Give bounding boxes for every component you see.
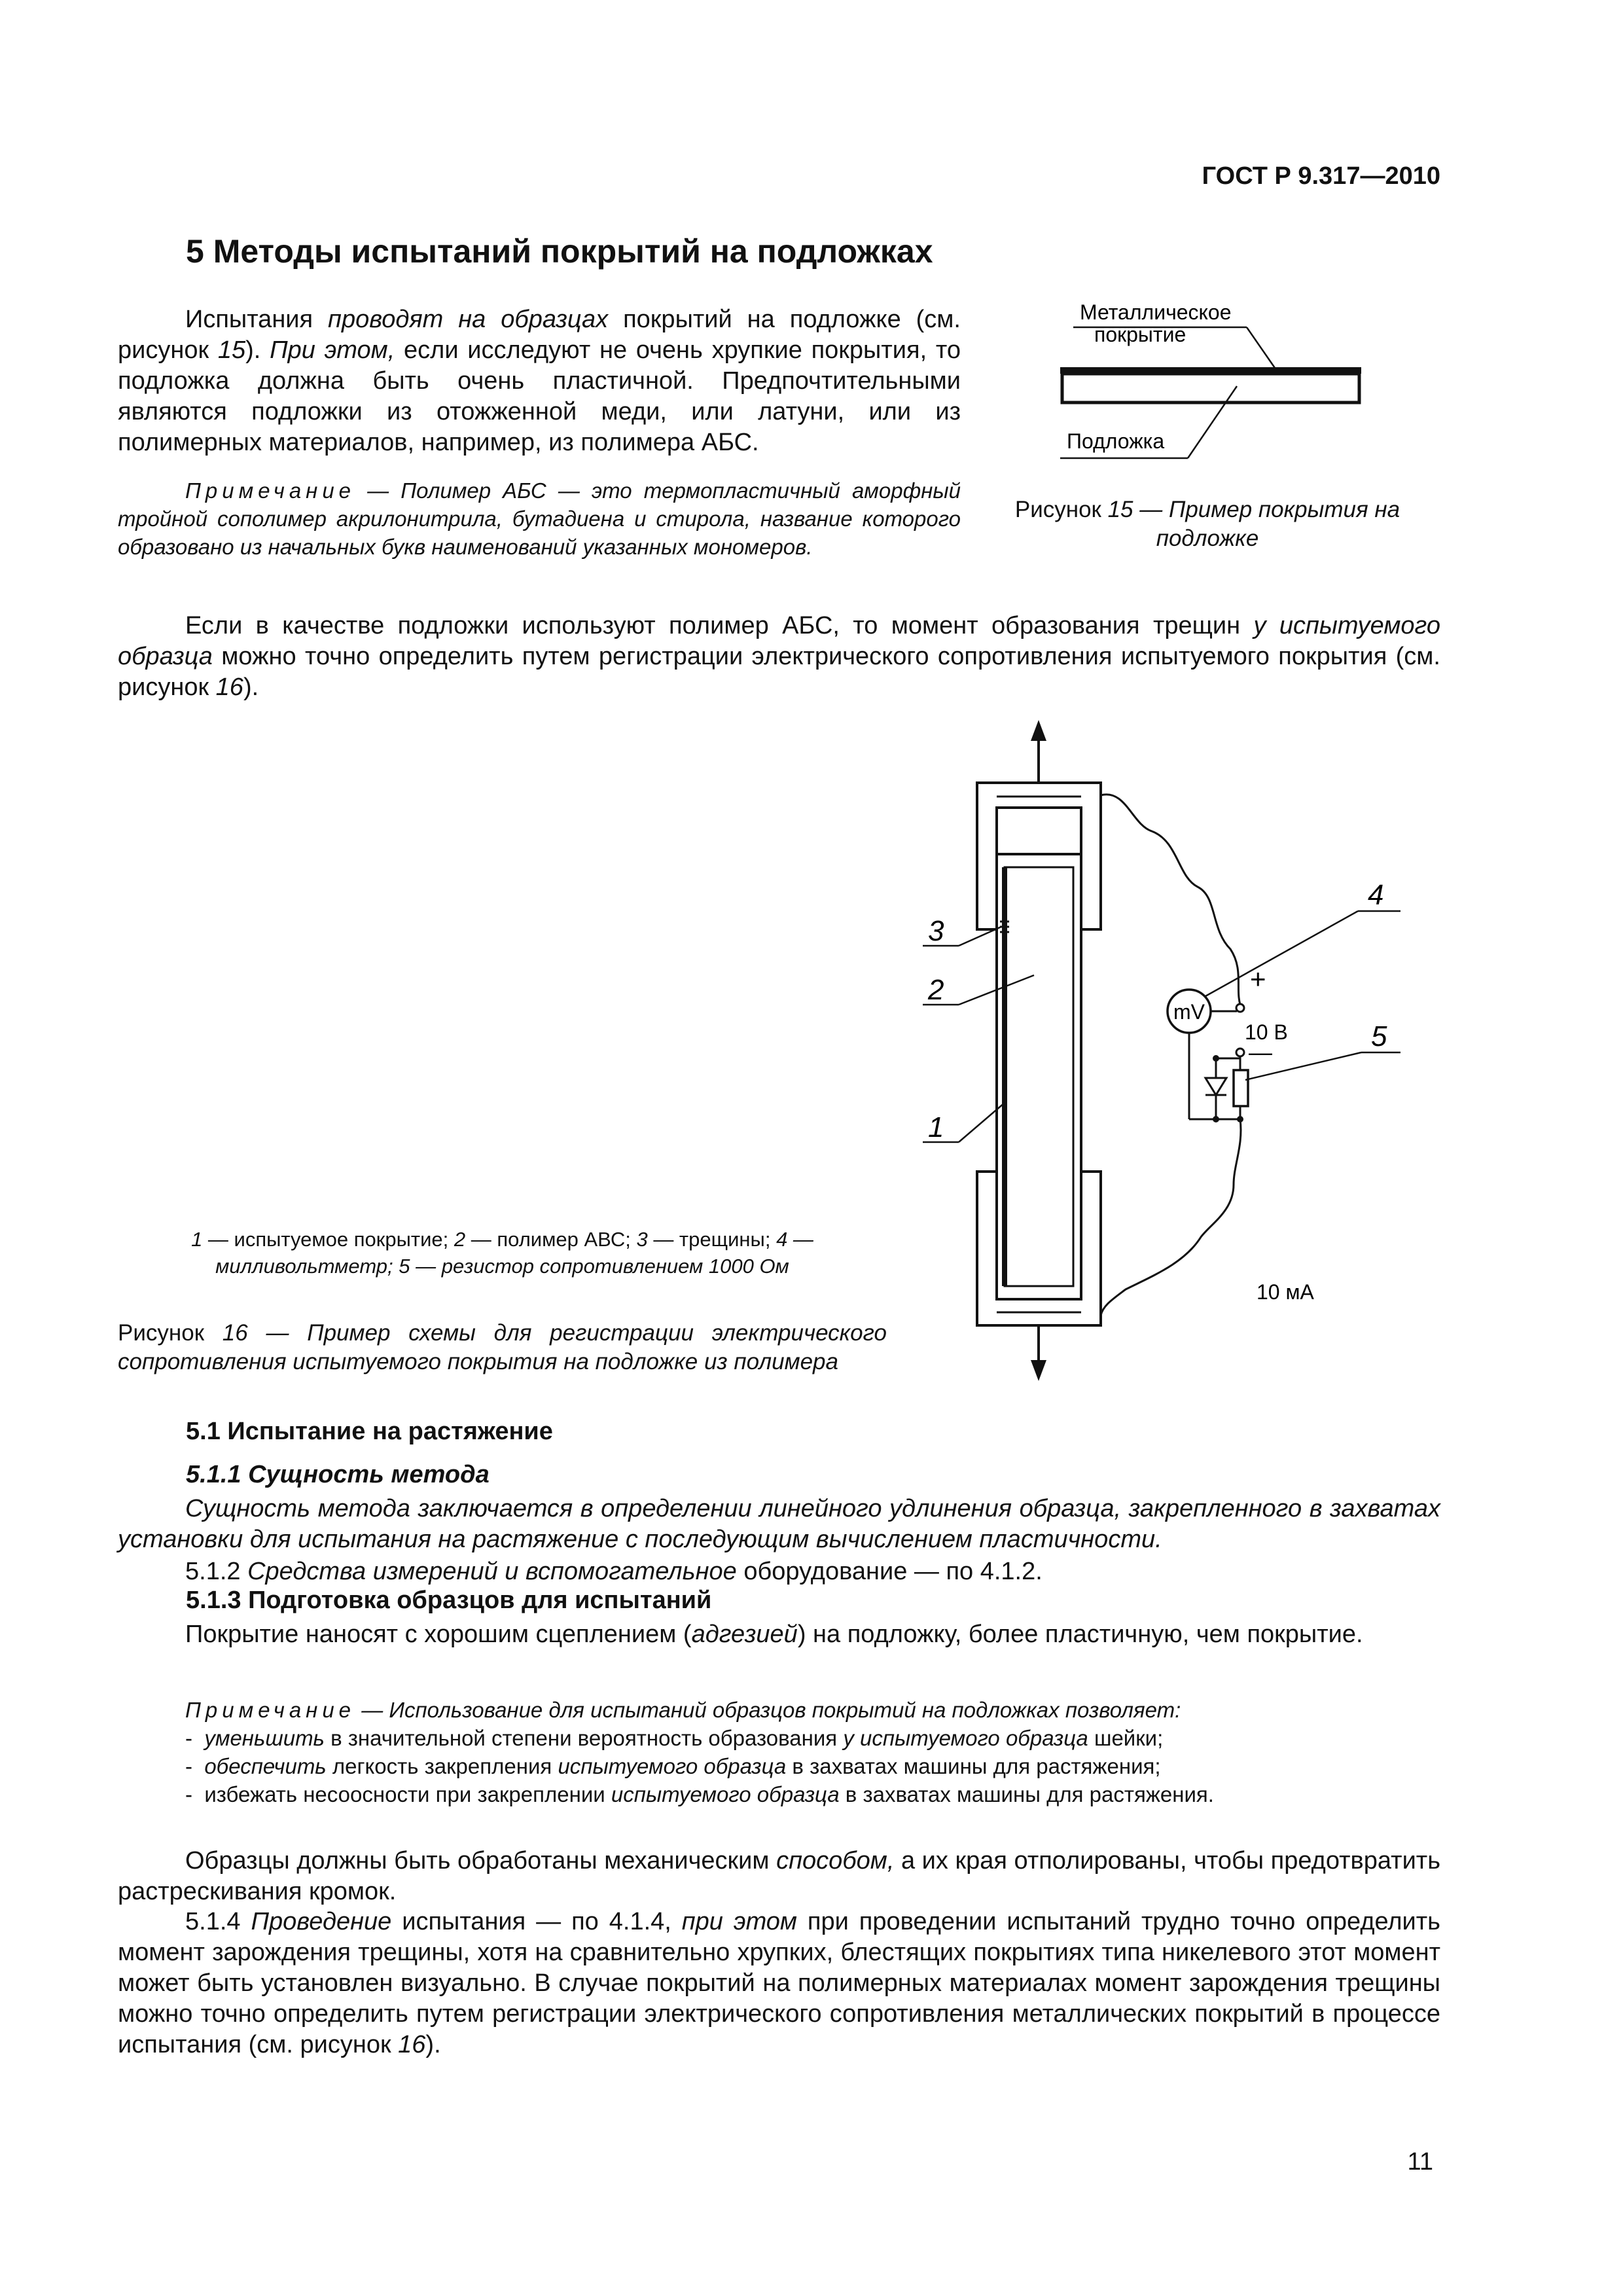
- figure-15-substrate: [1062, 374, 1359, 403]
- section-5-1-3-title: 5.1.3 Подготовка образцов для испытаний: [186, 1587, 712, 1614]
- figure-16-terminal-minus: [1236, 1049, 1244, 1056]
- figure-16-current-label: 10 мА: [1257, 1280, 1314, 1304]
- document-standard-number: ГОСТ Р 9.317—2010: [1202, 162, 1440, 190]
- figure-15-diagram: [1047, 298, 1374, 475]
- figure-16-terminal-plus: [1236, 1004, 1244, 1012]
- figure-16-diode-icon: [1205, 1078, 1226, 1095]
- figure-16-wire-top: [1101, 795, 1240, 1005]
- figure-16-callout-3: 3: [928, 915, 944, 947]
- figure-16-callout-4: 4: [1368, 879, 1384, 911]
- figure-16-plus-sign: +: [1250, 963, 1266, 994]
- figure-15-label-metal-1: Металлическое: [1080, 300, 1232, 324]
- figure-15-label-substrate: Подложка: [1067, 429, 1165, 453]
- figure-16-legend: 1 — испытуемое покрытие; 2 — полимер АВС; 3 — трещины; 4 — милливольтметр; 5 — резистор сопротивлением 1000 Ом: [191, 1228, 813, 1278]
- figure-16-node-1: [1213, 1055, 1219, 1062]
- figure-15-leader-metal: [1247, 327, 1276, 370]
- figure-16-callout-5: 5: [1371, 1020, 1387, 1052]
- section-5-intro: Испытания проводят на образцах покрытий на подложке (см. рисунок 15). При этом, если исследуют не очень хрупкие покрытия, то подложка должна быть очень пластичной. Предпочтительными являются подложки из отожженной меди, или латуни, или из полимерных материалов, например, из полимера АБС.: [118, 306, 961, 456]
- figure-16-callout-1: 1: [928, 1111, 944, 1143]
- figure-16-node-2: [1213, 1116, 1219, 1122]
- samples-paragraph: Образцы должны быть обработаны механическим способом, а их края отполированы, чтобы предотвратить растрескивания кромок.: [118, 1847, 1441, 1905]
- section-5-1-2-text: 5.1.2 Средства измерений и вспомогательное оборудование — по 4.1.2.: [185, 1558, 1043, 1585]
- note-bullet-1: - уменьшить в значительной степени вероятность образования у испытуемого образца шейки;: [185, 1726, 1164, 1750]
- figure-15-caption: Рисунок 15 — Пример покрытия на подложке: [1014, 497, 1400, 551]
- section-5-1-1-title: 5.1.1 Сущность метода: [186, 1461, 490, 1488]
- section-5-1-title: 5.1 Испытание на растяжение: [186, 1418, 553, 1445]
- figure-16-callout-4-leader: [1205, 911, 1358, 996]
- figure-16-voltage-label: 10 В: [1245, 1020, 1288, 1044]
- section-5-1-1-text: Сущность метода заключается в определении линейного удлинения образца, закрепленного в захватах установки для испытания на растяжение с последующим вычислением пластичности.: [118, 1495, 1440, 1553]
- section-5-title: 5 Методы испытаний покрытий на подложках: [186, 233, 933, 270]
- figure-16-arrow-down-icon: [1031, 1360, 1046, 1381]
- figure-16-caption: Рисунок 16 — Пример схемы для регистрации электрического сопротивления испытуемого покрытия на подложке из полимера: [118, 1320, 887, 1374]
- section-5-1-4-text: 5.1.4 Проведение испытания — по 4.1.4, при этом при проведении испытаний трудно точно определить момент зарождения трещины, хотя на сравнительно хрупких, блестящих покрытиях типа никелевого этот момент может быть установлен визуально. В случае покрытий на полимерных материалах момент зарождения трещины можно точно определить путем регистрации электрического сопротивления металлических покрытий в процессе испытания (см. рисунок 16).: [118, 1908, 1440, 2058]
- section-5-paragraph-2: Если в качестве подложки используют полимер АБС, то момент образования трещин у испытуемого образца можно точно определить путем регистрации электрического сопротивления испытуемого покрытия (см. рисунок 16).: [118, 612, 1440, 701]
- page-number: 11: [1407, 2148, 1433, 2176]
- figure-16-diagram: [903, 713, 1440, 1394]
- figure-16-polymer: [1005, 867, 1073, 1286]
- note-bullet-3: - избежать несоосности при закреплении испытуемого образца в захватах машины для растяжения.: [185, 1782, 1214, 1806]
- figure-16-wire-bottom-wavy: [1101, 1119, 1241, 1316]
- figure-16-minus-sign: —: [1249, 1039, 1272, 1066]
- note-bullet-2: - обеспечить легкость закрепления испытуемого образца в захватах машины для растяжения;: [185, 1754, 1161, 1778]
- figure-16-callout-2: 2: [928, 974, 944, 1006]
- figure-16-arrow-up-icon: [1031, 720, 1046, 741]
- section-5-1-3-text: Покрытие наносят с хорошим сцеплением (адгезией) на подложку, более пластичную, чем покрытие.: [185, 1621, 1363, 1648]
- note-abs-polymer: Примечание — Полимер АБС — это термопластичный аморфный тройной сополимер акрилонитрила, бутадиена и стирола, название которого образовано из начальных букв наименований указанных мономеров.: [118, 478, 961, 559]
- note-substrate-advantages: Примечание — Использование для испытаний образцов покрытий на подложках позволяет: - уменьшить в значительной степени вероятность образования у испытуемого образца шейки; - обеспечить легкость закрепления испытуемого образца в захватах машины для растяжения; - избежать несоосности при закреплении испытуемого образца в захватах машины для растяжения.: [118, 1696, 1440, 1808]
- figure-16-resistor: [1234, 1070, 1248, 1106]
- figure-15-label-metal-2: покрытие: [1094, 323, 1186, 346]
- figure-16-meter-label: mV: [1173, 1000, 1205, 1024]
